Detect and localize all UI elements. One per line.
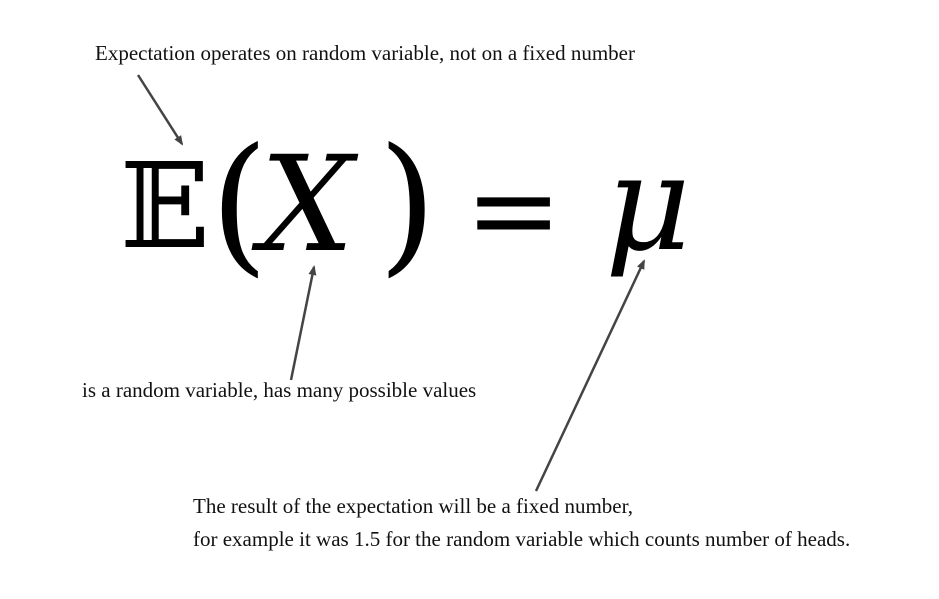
mean-symbol: μ bbox=[605, 127, 691, 281]
arrow-to-variable bbox=[291, 267, 314, 380]
annotation-expectation-operator: Expectation operates on random variable, not on a fixed number bbox=[95, 41, 635, 65]
annotation-random-variable: is a random variable, has many possible values bbox=[82, 378, 477, 402]
random-variable-symbol: X bbox=[260, 128, 354, 282]
formula bbox=[120, 117, 691, 291]
annotation-result-line-1: The result of the expectation will be a fixed number, bbox=[193, 494, 634, 518]
left-parenthesis: ( bbox=[210, 117, 269, 291]
right-parenthesis: ) bbox=[378, 117, 437, 291]
annotation-result-line-2: for example it was 1.5 for the random variable which counts number of heads. bbox=[193, 527, 851, 551]
equals-sign: = bbox=[465, 143, 563, 278]
arrow-to-mean bbox=[536, 261, 644, 491]
expectation-operator-symbol: 𝔼 bbox=[120, 137, 210, 275]
arrow-to-operator bbox=[138, 75, 182, 144]
